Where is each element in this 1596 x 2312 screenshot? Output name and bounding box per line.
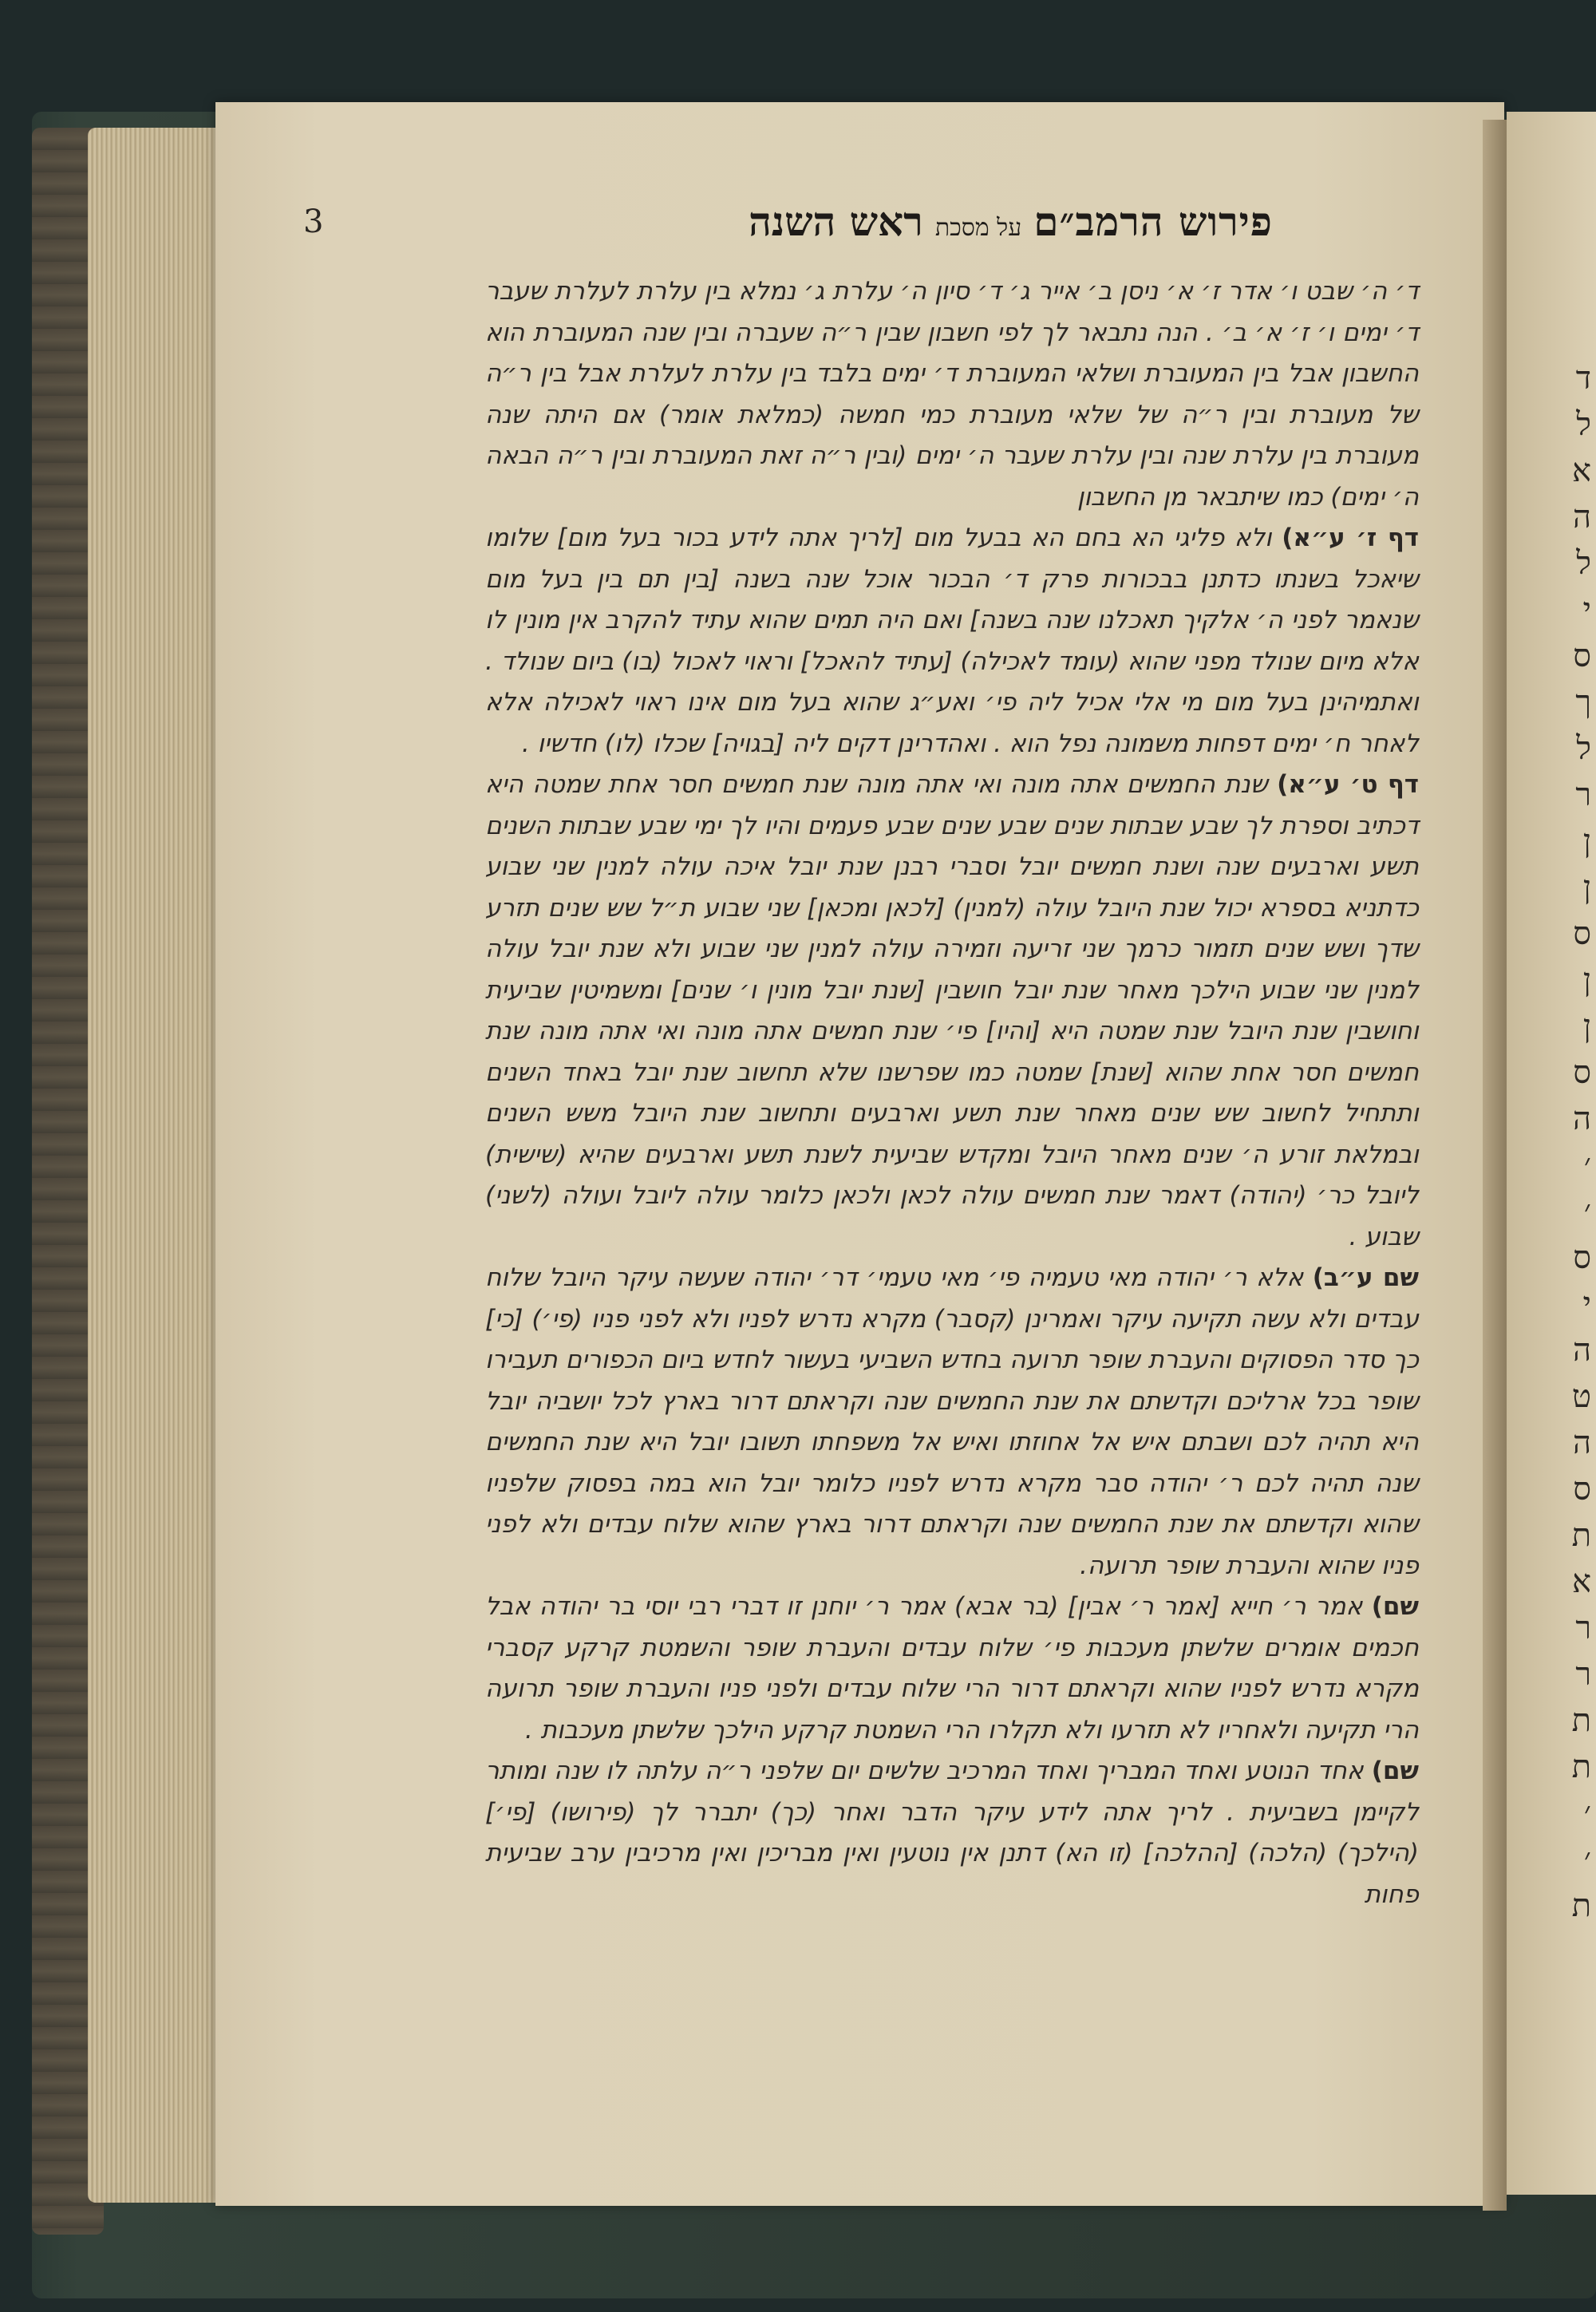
facing-page-fragment: ׳: [1583, 1795, 1591, 1832]
facing-page-fragment: ס: [1573, 638, 1591, 674]
title-commentary: פירוש הרמב״ם: [1033, 198, 1273, 245]
paragraph: [485, 518, 1419, 765]
facing-page-fragment: ת: [1571, 1702, 1591, 1739]
facing-page-fragment: ן: [1582, 823, 1591, 860]
facing-page-fragment: ל: [1576, 545, 1591, 582]
facing-page-fragment: ׳: [1583, 1841, 1591, 1878]
paragraph-text: אלא ר׳ יהודה מאי טעמיה פי׳ מאי טעמי׳ דר׳ יהודה שעשה עיקר היובל שלוח עבדים ולא עשה תקיעה עיקר ואמרינן (קסבר) מקרא נדרש לפניו ולא לפני פניו (פי׳) [כי] כך סדר הפסוקים והעברת שופר תרועה בחדש השביעי בעשור לחדש ביום הכפורים תעבירו שופר בכל ארליכם וקדשתם את שנת החמשים שנה וקראתם דרור בארץ לכל יושביה יובל היא תהיה לכם ושבתם איש אל אחוזתו ואיש אל משפחתו תשובו יובל היא שנת החמשים שנה תהיה לכם ר׳ יהודה סבר מקרא נדרש לפניו כלומר יובל הוא במה בפסוק שלפניו שהוא וקדשתם את שנת החמשים שנה וקראתם דרור בארץ שהוא שלוח עבדים ולא לפני פניו שהוא והעברת שופר תרועה.: [485, 1263, 1419, 1580]
facing-page-fragment: י: [1582, 1286, 1591, 1322]
facing-page-fragment: ן: [1582, 869, 1591, 906]
paragraph-text: ולא פליגי הא בחם הא בבעל מום [לריך אתה לידע בכור בעל מום] שלומו שיאכל בשנתו כדתנן בבכורות פרק ד׳ הבכור אוכל שנה בשנה [בין תם בין בעל מום שנאמר לפני ה׳ אלקיך תאכלנו שנה בשנה] ואם היה תמים שהוא עתיד להקרב אין מונין לו אלא מיום שנולד מפני שהוא (עומד לאכילה) [עתיד להאכל] וראוי לאכול (בו) ביום שנולד . ואתמיהינן בעל מום מי אלי אכיל ליה פי׳ ואע״ג שהוא בעל מום אינו ראוי לאכילה אלא לאחר ח׳ ימים דפחות משמונה נפל הוא . ואהדרינן דקים ליה [בגויה] שכלו (לו) חדשיו .: [485, 524, 1419, 758]
facing-page-fragment: ך: [1575, 684, 1591, 721]
commentary-text: [485, 271, 1419, 1915]
facing-page-fragment: ס: [1573, 1054, 1591, 1091]
facing-page-fragment: ת: [1571, 1517, 1591, 1554]
page-edges: [88, 128, 223, 2203]
facing-page-fragment: ה: [1572, 1332, 1591, 1369]
book-gutter: [1483, 120, 1507, 2211]
paragraph-lead: דף ט׳ ע״א): [1277, 770, 1419, 799]
facing-page-fragment: ס: [1573, 915, 1591, 952]
running-title: [749, 198, 1273, 245]
paragraph-lead: שם): [1371, 1757, 1420, 1785]
paragraph-lead: שם ע״ב): [1312, 1263, 1419, 1292]
paragraph: [485, 765, 1419, 1258]
facing-page-fragment: ט: [1571, 1378, 1591, 1415]
title-tractate: ראש השנה: [749, 198, 923, 245]
paragraph: [485, 1258, 1419, 1587]
facing-page-fragment: ה: [1572, 1101, 1591, 1137]
facing-page-fragment: ר: [1575, 1656, 1591, 1693]
paragraph-lead: דף ז׳ ע״א): [1282, 524, 1419, 552]
facing-page-fragment: ׳: [1583, 1147, 1591, 1184]
facing-page-fragment: א: [1571, 1563, 1591, 1600]
right-page-edge: [1507, 112, 1596, 2195]
facing-page-fragment: ת: [1571, 1749, 1591, 1785]
facing-page-fragment: ה: [1572, 1425, 1591, 1461]
paragraph: [485, 1751, 1419, 1915]
paragraph-text: שנת החמשים אתה מונה ואי אתה מונה שנת חמשים חסר אחת שמטה היא דכתיב וספרת לך שבע שבתות שנים שבע שנים שבע פעמים והיו לך ימי שבע שבתות השנים תשע וארבעים שנה ושנת חמשים יובל וסברי רבנן שנת יובל איכה עולה למנין שני שבוע כדתניא בספרא יכול שנת היובל עולה (למנין) [לכאן ומכאן] שני שבוע ת״ל שש שנים תזרע שדך ושש שנים תזמור כרמך שני זריעה וזמירה עולה למנין שני שבוע ולא שנת יובל עולה למנין שני שבוע הילכך מאחר שנת יובל חושבין [שנת יובל מונין ו׳ שנים] ומשמיטין שביעית וחושבין שנת היובל שנת שמטה היא [והיו] פי׳ שנת חמשים אתה מונה ואי אתה מונה שנת חמשים חסר אחת שהוא [שנת] שמטה כמו שפרשנו שלא תחשוב שנת יובל באחד השנים ותתחיל לחשוב שש שנים מאחר שנת תשע וארבעים ותחשוב שנת היובל משש השנים ובמלאת זורע ה׳ שנים מאחר היובל ומקדש שביעית לשנת תשע וארבעים שהיא (שישית) ליובל כר׳ (יהודה) דאמר שנת חמשים עולה לכאן ולכאן כלומר עולה ליובל ועולה (לשני) שבוע .: [485, 770, 1419, 1251]
facing-page-fragment: ן: [1582, 962, 1591, 998]
paragraph-text: אחד הנוטע ואחד המבריך ואחד המרכיב שלשים יום שלפני ר״ה עלתה לו שנה ומותר לקיימן בשביעית . לריך אתה לידע עיקר הדבר ואחר (כך) יתברר לך (פירושו) [פי׳] (הילכך) (הלכה) [ההלכה] (זו הא) דתנן אין נוטעין ואין מבריכין ואין מרכיבין ערב שביעית פחות: [485, 1757, 1419, 1909]
facing-page-fragment: ר: [1575, 1610, 1591, 1646]
facing-page-fragment: ד: [1575, 360, 1591, 397]
facing-page-fragment: א: [1571, 453, 1591, 489]
title-connector: על מסכת: [934, 214, 1022, 242]
paragraph: [485, 271, 1419, 518]
facing-page-fragment: י: [1582, 591, 1591, 628]
facing-page-fragment: ר: [1575, 777, 1591, 813]
facing-page-fragment: ס: [1573, 1239, 1591, 1276]
paragraph-text: אמר ר׳ חייא [אמר ר׳ אבין] (בר אבא) אמר ר׳ יוחנן זו דברי רבי יוסי בר יהודה אבל חכמים אומרים שלשתן מעכבות פי׳ שלוח עבדים והעברת שופר והשמטת קרקע קסברי מקרא נדרש לפניו שהוא וקראתם דרור הרי שלוח עבדים ולפני פניו והעברת שופר תרועה הרי תקיעה ולאחריו לא תזרעו ולא תקלרו הרי השמטת קרקע הילכך שלשתן מעכבות .: [485, 1592, 1419, 1745]
facing-page-fragment: ׳: [1583, 1193, 1591, 1230]
facing-page-fragment: ל: [1576, 406, 1591, 443]
facing-page-fragment: ת: [1571, 1887, 1591, 1924]
paragraph-text: ד׳ ה׳ שבט ו׳ אדר ז׳ א׳ ניסן ב׳ אייר ג׳ ד׳ סיון ה׳ עלרת ג׳ נמלא בין עלרת לעלרת שעבר ד׳ ימים ו׳ ז׳ א׳ ב׳ . הנה נתבאר לך לפי חשבון שבין ר״ה שעברה ובין שנה המעוברת הוא החשבון אבל בין המעוברת ושלאי המעוברת ד׳ ימים בלבד בין עלרת לעלרת אבל בין ר״ה של מעוברת ובין ר״ה של שלאי מעוברת כמי חמשה (כמלאת אומר) אם היתה שנה מעוברת בין עלרת שנה ובין עלרת שעבר ה׳ ימים (ובין ר״ה זאת המעוברת ובין ר״ה הבאה ה׳ ימים) כמו שיתבאר מן החשבון: [485, 277, 1419, 512]
paragraph-lead: שם): [1371, 1592, 1419, 1621]
facing-page-fragment: ל: [1576, 730, 1591, 767]
page-number: 3: [303, 204, 324, 240]
paragraph: [485, 1587, 1419, 1751]
facing-page-fragment: ה: [1572, 499, 1591, 536]
facing-page-fragment: ן: [1582, 1008, 1591, 1045]
facing-page-fragment: ס: [1573, 1471, 1591, 1508]
